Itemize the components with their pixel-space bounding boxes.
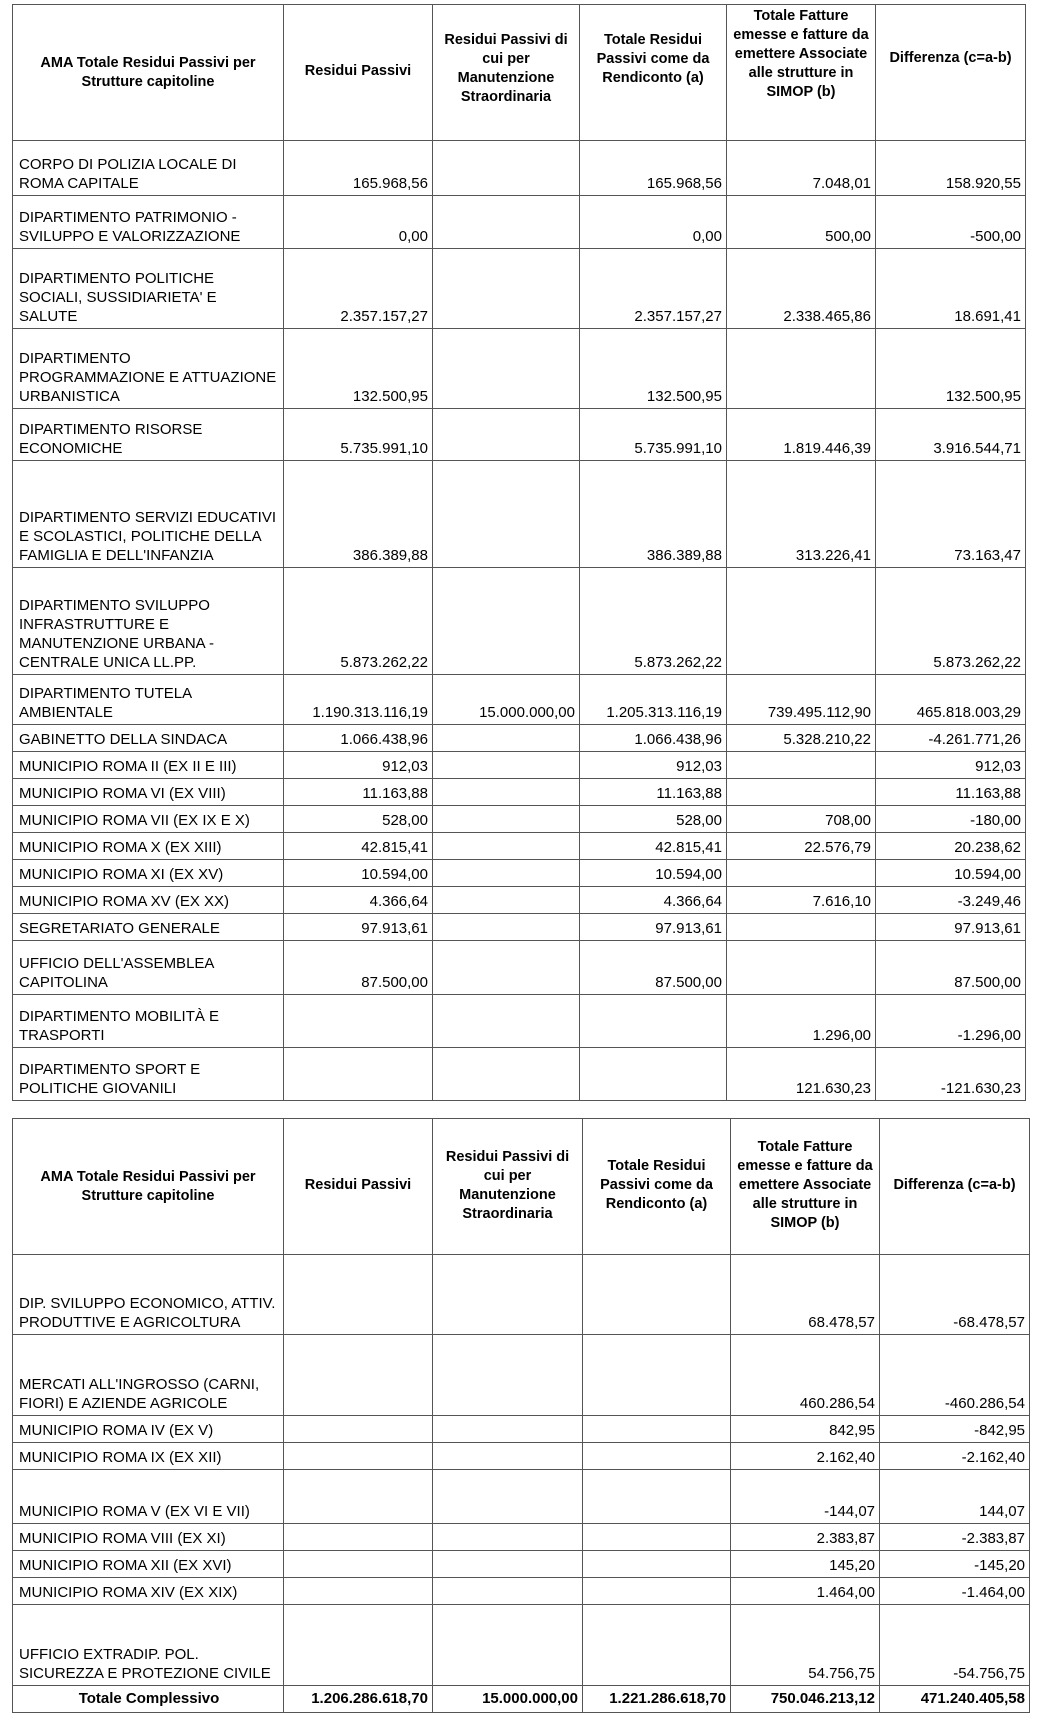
cell-totale-rendiconto <box>580 1048 727 1101</box>
cell-struttura: DIPARTIMENTO TUTELA AMBIENTALE <box>13 675 284 725</box>
cell-struttura: MUNICIPIO ROMA II (EX II E III) <box>13 752 284 779</box>
header-row <box>13 1119 1030 1255</box>
cell-manutenzione <box>433 1443 583 1470</box>
cell-manutenzione <box>433 461 580 568</box>
cell-totale-rendiconto: 5.873.262,22 <box>580 568 727 675</box>
residui-table-part-1 <box>12 4 1026 1101</box>
cell-differenza: -54.756,75 <box>880 1605 1030 1686</box>
cell-residui-passivi: 2.357.157,27 <box>284 249 433 329</box>
cell-totale-rendiconto <box>583 1416 731 1443</box>
cell-manutenzione <box>433 1578 583 1605</box>
cell-residui-passivi: 4.366,64 <box>284 887 433 914</box>
cell-totale-rendiconto: 11.163,88 <box>580 779 727 806</box>
cell-struttura: DIPARTIMENTO RISORSE ECONOMICHE <box>13 409 284 461</box>
cell-totale-fatture: 1.464,00 <box>731 1578 880 1605</box>
table-row <box>13 1443 1030 1470</box>
header-residui-passivi: Residui Passivi <box>284 1119 433 1255</box>
cell-manutenzione <box>433 141 580 196</box>
table-row <box>13 1551 1030 1578</box>
cell-totale-fatture <box>727 568 876 675</box>
cell-struttura: MUNICIPIO ROMA IX (EX XII) <box>13 1443 284 1470</box>
cell-totale-rendiconto <box>583 1443 731 1470</box>
cell-residui-passivi: 1.190.313.116,19 <box>284 675 433 725</box>
cell-totale-rendiconto <box>583 1335 731 1416</box>
cell-manutenzione <box>433 914 580 941</box>
cell-totale-rendiconto: 97.913,61 <box>580 914 727 941</box>
cell-residui-passivi <box>284 1578 433 1605</box>
cell-totale-rendiconto <box>583 1524 731 1551</box>
cell-differenza: -145,20 <box>880 1551 1030 1578</box>
cell-struttura: UFFICIO DELL'ASSEMBLEA CAPITOLINA <box>13 941 284 995</box>
cell-manutenzione <box>433 1605 583 1686</box>
cell-differenza: 132.500,95 <box>876 329 1026 409</box>
cell-differenza: -1.464,00 <box>880 1578 1030 1605</box>
cell-differenza: 20.238,62 <box>876 833 1026 860</box>
cell-struttura: MUNICIPIO ROMA XII (EX XVI) <box>13 1551 284 1578</box>
cell-struttura: GABINETTO DELLA SINDACA <box>13 725 284 752</box>
cell-manutenzione <box>433 995 580 1048</box>
cell-struttura: DIPARTIMENTO SVILUPPO INFRASTRUTTURE E MANUTENZIONE URBANA - CENTRALE UNICA LL.PP. <box>13 568 284 675</box>
cell-totale-fatture: 750.046.213,12 <box>731 1686 880 1713</box>
cell-manutenzione <box>433 752 580 779</box>
header-totale-rendiconto: Totale Residui Passivi come da Rendiconto (a) <box>583 1119 731 1255</box>
cell-totale-fatture: 5.328.210,22 <box>727 725 876 752</box>
header-strutture: AMA Totale Residui Passivi per Strutture capitoline <box>13 1119 284 1255</box>
cell-differenza: 11.163,88 <box>876 779 1026 806</box>
table-row <box>13 1605 1030 1686</box>
cell-residui-passivi <box>284 1443 433 1470</box>
table-row <box>13 779 1026 806</box>
cell-differenza: 158.920,55 <box>876 141 1026 196</box>
cell-residui-passivi: 386.389,88 <box>284 461 433 568</box>
cell-struttura: CORPO DI POLIZIA LOCALE DI ROMA CAPITALE <box>13 141 284 196</box>
table-row <box>13 725 1026 752</box>
cell-totale-fatture <box>727 941 876 995</box>
cell-manutenzione <box>433 1524 583 1551</box>
cell-differenza: -4.261.771,26 <box>876 725 1026 752</box>
cell-differenza: -2.383,87 <box>880 1524 1030 1551</box>
cell-differenza: -180,00 <box>876 806 1026 833</box>
cell-totale-fatture: 145,20 <box>731 1551 880 1578</box>
cell-differenza: -842,95 <box>880 1416 1030 1443</box>
cell-totale-fatture: 2.162,40 <box>731 1443 880 1470</box>
cell-struttura: DIPARTIMENTO SPORT E POLITICHE GIOVANILI <box>13 1048 284 1101</box>
cell-totale-rendiconto: 1.066.438,96 <box>580 725 727 752</box>
cell-residui-passivi: 132.500,95 <box>284 329 433 409</box>
table-row <box>13 1578 1030 1605</box>
cell-manutenzione <box>433 1335 583 1416</box>
cell-residui-passivi: 528,00 <box>284 806 433 833</box>
header-row <box>13 5 1026 141</box>
total-row <box>13 1686 1030 1713</box>
cell-differenza: -460.286,54 <box>880 1335 1030 1416</box>
cell-struttura: MUNICIPIO ROMA VI (EX VIII) <box>13 779 284 806</box>
cell-manutenzione <box>433 1470 583 1524</box>
cell-residui-passivi: 165.968,56 <box>284 141 433 196</box>
cell-differenza: -1.296,00 <box>876 995 1026 1048</box>
cell-differenza: -500,00 <box>876 196 1026 249</box>
cell-manutenzione <box>433 941 580 995</box>
table-row <box>13 1416 1030 1443</box>
cell-differenza: -3.249,46 <box>876 887 1026 914</box>
cell-residui-passivi <box>284 1048 433 1101</box>
cell-struttura: MUNICIPIO ROMA X (EX XIII) <box>13 833 284 860</box>
table-row <box>13 833 1026 860</box>
cell-totale-rendiconto: 42.815,41 <box>580 833 727 860</box>
cell-differenza: -68.478,57 <box>880 1255 1030 1335</box>
cell-totale-fatture <box>727 779 876 806</box>
cell-totale-rendiconto: 912,03 <box>580 752 727 779</box>
table-row <box>13 752 1026 779</box>
cell-residui-passivi <box>284 1335 433 1416</box>
cell-differenza: 144,07 <box>880 1470 1030 1524</box>
cell-totale-rendiconto: 87.500,00 <box>580 941 727 995</box>
cell-totale-rendiconto: 1.221.286.618,70 <box>583 1686 731 1713</box>
header-differenza: Differenza (c=a-b) <box>876 5 1026 141</box>
cell-residui-passivi: 42.815,41 <box>284 833 433 860</box>
cell-totale-fatture <box>727 329 876 409</box>
cell-residui-passivi: 0,00 <box>284 196 433 249</box>
table-row <box>13 914 1026 941</box>
cell-totale-rendiconto <box>583 1551 731 1578</box>
cell-differenza: 73.163,47 <box>876 461 1026 568</box>
cell-manutenzione <box>433 196 580 249</box>
cell-totale-rendiconto <box>583 1605 731 1686</box>
cell-totale-fatture: 7.048,01 <box>727 141 876 196</box>
header-manutenzione-straordinaria: Residui Passivi di cui per Manutenzione Straordinaria <box>433 1119 583 1255</box>
cell-residui-passivi: 5.735.991,10 <box>284 409 433 461</box>
cell-differenza: 5.873.262,22 <box>876 568 1026 675</box>
table-row <box>13 887 1026 914</box>
cell-totale-rendiconto: 0,00 <box>580 196 727 249</box>
cell-totale-rendiconto: 386.389,88 <box>580 461 727 568</box>
cell-totale-rendiconto <box>583 1470 731 1524</box>
cell-residui-passivi <box>284 1416 433 1443</box>
cell-totale-fatture: 22.576,79 <box>727 833 876 860</box>
cell-residui-passivi: 5.873.262,22 <box>284 568 433 675</box>
cell-totale-fatture <box>727 914 876 941</box>
table-row <box>13 1048 1026 1101</box>
cell-manutenzione <box>433 249 580 329</box>
cell-differenza: 3.916.544,71 <box>876 409 1026 461</box>
table-row <box>13 249 1026 329</box>
cell-struttura: MUNICIPIO ROMA V (EX VI E VII) <box>13 1470 284 1524</box>
cell-residui-passivi: 1.206.286.618,70 <box>284 1686 433 1713</box>
header-totale-fatture: Totale Fatture emesse e fatture da emettere Associate alle strutture in SIMOP (b) <box>731 1119 880 1255</box>
cell-manutenzione <box>433 833 580 860</box>
cell-totale-fatture: 68.478,57 <box>731 1255 880 1335</box>
cell-totale-fatture <box>727 752 876 779</box>
cell-totale-rendiconto: 4.366,64 <box>580 887 727 914</box>
header-totale-rendiconto: Totale Residui Passivi come da Rendiconto (a) <box>580 5 727 141</box>
cell-totale-fatture: 54.756,75 <box>731 1605 880 1686</box>
table-row <box>13 329 1026 409</box>
cell-manutenzione <box>433 806 580 833</box>
header-totale-fatture: Totale Fatture emesse e fatture da emettere Associate alle strutture in SIMOP (b) <box>727 5 876 141</box>
cell-totale-fatture: 708,00 <box>727 806 876 833</box>
table-row <box>13 806 1026 833</box>
cell-struttura: DIPARTIMENTO MOBILITÀ E TRASPORTI <box>13 995 284 1048</box>
table-row <box>13 941 1026 995</box>
cell-differenza: -2.162,40 <box>880 1443 1030 1470</box>
cell-struttura: DIPARTIMENTO PATRIMONIO - SVILUPPO E VALORIZZAZIONE <box>13 196 284 249</box>
table-row <box>13 1524 1030 1551</box>
residui-table-part-2 <box>12 1118 1030 1713</box>
cell-totale-rendiconto <box>583 1578 731 1605</box>
cell-struttura: MUNICIPIO ROMA XV (EX XX) <box>13 887 284 914</box>
cell-differenza: 465.818.003,29 <box>876 675 1026 725</box>
table-row <box>13 995 1026 1048</box>
cell-totale-fatture: 7.616,10 <box>727 887 876 914</box>
cell-manutenzione <box>433 860 580 887</box>
cell-differenza: -121.630,23 <box>876 1048 1026 1101</box>
cell-differenza: 10.594,00 <box>876 860 1026 887</box>
cell-totale-fatture: 500,00 <box>727 196 876 249</box>
header-strutture: AMA Totale Residui Passivi per Strutture capitoline <box>13 5 284 141</box>
cell-manutenzione <box>433 779 580 806</box>
cell-struttura: MUNICIPIO ROMA VIII (EX XI) <box>13 1524 284 1551</box>
table-row <box>13 860 1026 887</box>
cell-residui-passivi <box>284 1470 433 1524</box>
table-row <box>13 141 1026 196</box>
cell-struttura: UFFICIO EXTRADIP. POL. SICUREZZA E PROTEZIONE CIVILE <box>13 1605 284 1686</box>
cell-manutenzione: 15.000.000,00 <box>433 1686 583 1713</box>
cell-residui-passivi: 10.594,00 <box>284 860 433 887</box>
cell-differenza: 87.500,00 <box>876 941 1026 995</box>
cell-totale-rendiconto <box>580 995 727 1048</box>
cell-struttura: DIPARTIMENTO POLITICHE SOCIALI, SUSSIDIARIETA' E SALUTE <box>13 249 284 329</box>
header-residui-passivi: Residui Passivi <box>284 5 433 141</box>
cell-manutenzione: 15.000.000,00 <box>433 675 580 725</box>
cell-residui-passivi <box>284 1605 433 1686</box>
cell-totale-rendiconto <box>583 1255 731 1335</box>
cell-totale-fatture: 121.630,23 <box>727 1048 876 1101</box>
cell-totale-rendiconto: 1.205.313.116,19 <box>580 675 727 725</box>
cell-manutenzione <box>433 1048 580 1101</box>
cell-residui-passivi <box>284 1524 433 1551</box>
table-row <box>13 568 1026 675</box>
cell-totale-rendiconto: 165.968,56 <box>580 141 727 196</box>
cell-struttura: DIPARTIMENTO PROGRAMMAZIONE E ATTUAZIONE URBANISTICA <box>13 329 284 409</box>
cell-manutenzione <box>433 1416 583 1443</box>
cell-struttura: MERCATI ALL'INGROSSO (CARNI, FIORI) E AZIENDE AGRICOLE <box>13 1335 284 1416</box>
cell-struttura: DIP. SVILUPPO ECONOMICO, ATTIV. PRODUTTIVE E AGRICOLTURA <box>13 1255 284 1335</box>
cell-residui-passivi: 11.163,88 <box>284 779 433 806</box>
cell-manutenzione <box>433 329 580 409</box>
cell-totale-fatture: 313.226,41 <box>727 461 876 568</box>
table-row <box>13 675 1026 725</box>
cell-struttura: MUNICIPIO ROMA XIV (EX XIX) <box>13 1578 284 1605</box>
table-row <box>13 409 1026 461</box>
cell-residui-passivi <box>284 1551 433 1578</box>
cell-totale-rendiconto: 5.735.991,10 <box>580 409 727 461</box>
cell-struttura: MUNICIPIO ROMA XI (EX XV) <box>13 860 284 887</box>
cell-residui-passivi <box>284 1255 433 1335</box>
cell-struttura: MUNICIPIO ROMA IV (EX V) <box>13 1416 284 1443</box>
table-row <box>13 196 1026 249</box>
cell-totale-fatture <box>727 860 876 887</box>
table-row <box>13 461 1026 568</box>
cell-totale-rendiconto: 528,00 <box>580 806 727 833</box>
cell-residui-passivi: 912,03 <box>284 752 433 779</box>
cell-totale-fatture: 1.819.446,39 <box>727 409 876 461</box>
cell-totale-fatture: 2.383,87 <box>731 1524 880 1551</box>
cell-totale-rendiconto: 132.500,95 <box>580 329 727 409</box>
cell-totale-rendiconto: 10.594,00 <box>580 860 727 887</box>
cell-manutenzione <box>433 1255 583 1335</box>
cell-struttura: SEGRETARIATO GENERALE <box>13 914 284 941</box>
cell-struttura: DIPARTIMENTO SERVIZI EDUCATIVI E SCOLASTICI, POLITICHE DELLA FAMIGLIA E DELL'INFANZIA <box>13 461 284 568</box>
cell-residui-passivi: 97.913,61 <box>284 914 433 941</box>
cell-residui-passivi: 87.500,00 <box>284 941 433 995</box>
cell-differenza: 18.691,41 <box>876 249 1026 329</box>
cell-residui-passivi: 1.066.438,96 <box>284 725 433 752</box>
cell-struttura: Totale Complessivo <box>13 1686 284 1713</box>
cell-totale-fatture: 739.495.112,90 <box>727 675 876 725</box>
cell-totale-rendiconto: 2.357.157,27 <box>580 249 727 329</box>
table-row <box>13 1255 1030 1335</box>
cell-totale-fatture: 2.338.465,86 <box>727 249 876 329</box>
cell-differenza: 912,03 <box>876 752 1026 779</box>
cell-manutenzione <box>433 409 580 461</box>
cell-residui-passivi <box>284 995 433 1048</box>
cell-manutenzione <box>433 725 580 752</box>
cell-totale-fatture: -144,07 <box>731 1470 880 1524</box>
cell-totale-fatture: 460.286,54 <box>731 1335 880 1416</box>
cell-manutenzione <box>433 1551 583 1578</box>
cell-differenza: 97.913,61 <box>876 914 1026 941</box>
table-row <box>13 1335 1030 1416</box>
cell-totale-fatture: 842,95 <box>731 1416 880 1443</box>
header-differenza: Differenza (c=a-b) <box>880 1119 1030 1255</box>
cell-totale-fatture: 1.296,00 <box>727 995 876 1048</box>
cell-struttura: MUNICIPIO ROMA VII (EX IX E X) <box>13 806 284 833</box>
cell-manutenzione <box>433 568 580 675</box>
cell-manutenzione <box>433 887 580 914</box>
table-row <box>13 1470 1030 1524</box>
cell-differenza: 471.240.405,58 <box>880 1686 1030 1713</box>
header-manutenzione-straordinaria: Residui Passivi di cui per Manutenzione Straordinaria <box>433 5 580 141</box>
